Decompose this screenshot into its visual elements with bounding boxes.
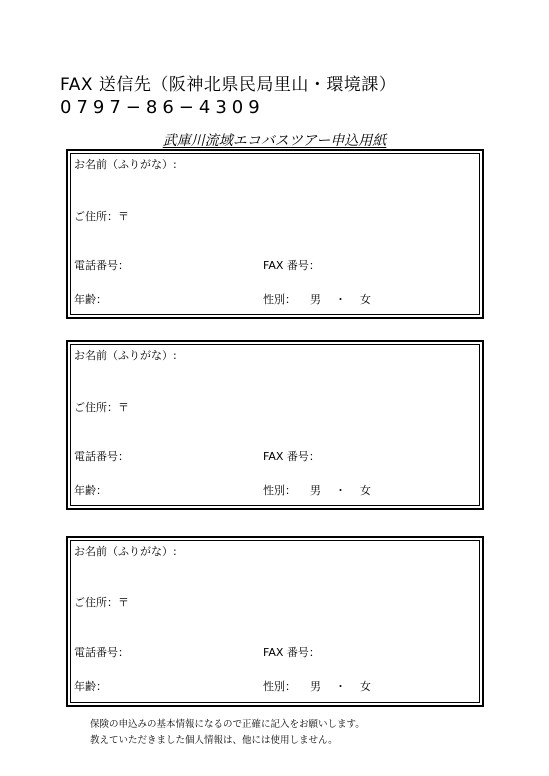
sex-separator: ・	[335, 293, 346, 306]
age-field[interactable]	[74, 291, 107, 307]
fax-label: FAX 番号：	[263, 259, 320, 272]
sex-separator: ・	[335, 680, 346, 693]
age-label: 年齢：	[74, 293, 107, 306]
application-entry-1	[66, 149, 484, 319]
address-label: ご住所：〒	[74, 596, 129, 609]
age-label: 年齢：	[74, 680, 107, 693]
phone-field[interactable]	[74, 448, 129, 464]
sex-field	[263, 291, 371, 307]
application-entry-3	[66, 536, 484, 707]
form-title: 武庫川流域エコバスツアー申込用紙	[162, 133, 387, 149]
sex-field	[263, 482, 371, 498]
age-field[interactable]	[74, 482, 107, 498]
sex-label: 性別：	[263, 293, 296, 306]
name-field[interactable]	[74, 156, 177, 172]
phone-label: 電話番号：	[74, 259, 129, 272]
sex-label: 性別：	[263, 680, 296, 693]
address-label: ご住所：〒	[74, 401, 129, 414]
sex-field	[263, 678, 371, 694]
address-field[interactable]	[74, 208, 129, 224]
fax-label: FAX 番号：	[263, 646, 320, 659]
address-field[interactable]	[74, 594, 129, 610]
fax-number: 0797−86−4309	[60, 97, 265, 118]
name-field[interactable]	[74, 543, 177, 559]
phone-label: 電話番号：	[74, 450, 129, 463]
fax-destination: FAX 送信先（阪神北県民局里山・環境課）	[60, 75, 397, 95]
age-label: 年齢：	[74, 484, 107, 497]
fax-field[interactable]	[263, 257, 320, 273]
address-field[interactable]	[74, 399, 129, 415]
name-label: お名前（ふりがな）:	[74, 158, 177, 171]
name-label: お名前（ふりがな）:	[74, 545, 177, 558]
sex-option-male[interactable]: 男	[310, 293, 321, 306]
sex-separator: ・	[335, 484, 346, 497]
footer-note-line-2: 教えていただきました個人情報は、他には使用しません。	[90, 735, 338, 746]
fax-label: FAX 番号：	[263, 450, 320, 463]
phone-field[interactable]	[74, 257, 129, 273]
fax-field[interactable]	[263, 644, 320, 660]
sex-label: 性別：	[263, 484, 296, 497]
phone-field[interactable]	[74, 644, 129, 660]
name-label: お名前（ふりがな）:	[74, 349, 177, 362]
sex-option-male[interactable]: 男	[310, 484, 321, 497]
age-field[interactable]	[74, 678, 107, 694]
sex-option-male[interactable]: 男	[310, 680, 321, 693]
sex-option-female[interactable]: 女	[360, 484, 371, 497]
footer-note-line-1: 保険の申込みの基本情報になるので正確に記入をお願いします。	[90, 719, 365, 730]
sex-option-female[interactable]: 女	[360, 680, 371, 693]
sex-option-female[interactable]: 女	[360, 293, 371, 306]
fax-field[interactable]	[263, 448, 320, 464]
phone-label: 電話番号：	[74, 646, 129, 659]
name-field[interactable]	[74, 347, 177, 363]
application-entry-2	[66, 340, 484, 510]
address-label: ご住所：〒	[74, 210, 129, 223]
